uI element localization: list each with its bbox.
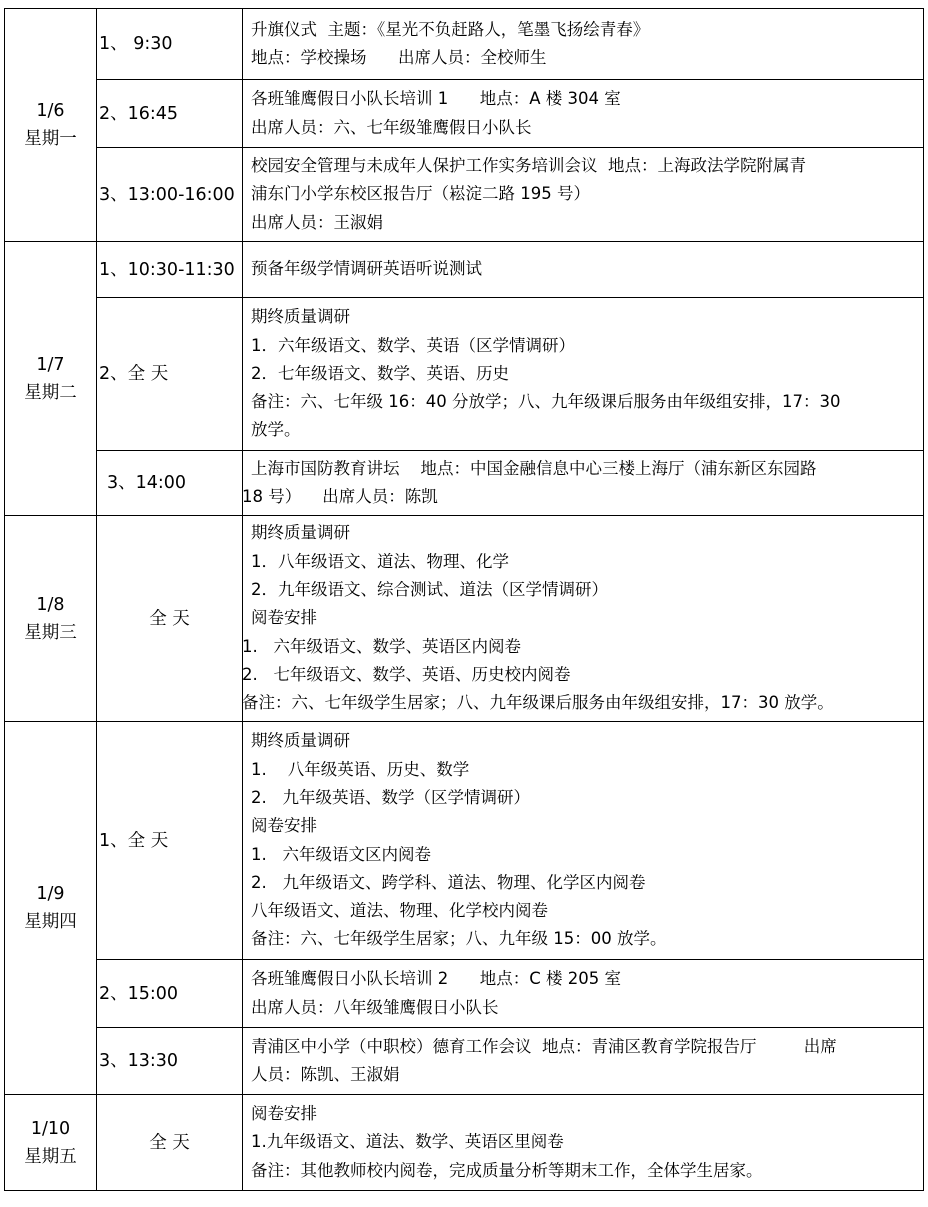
detail-line: 期终质量调研 (251, 307, 350, 327)
weekday-label: 星期五 (24, 1146, 77, 1167)
detail-line: 各班雏鹰假日小队长培训 2 地点：C 楼 205 室 (251, 969, 621, 989)
schedule-row (5, 960, 924, 1028)
date-label: 1/7 (36, 354, 65, 375)
time-cell: 1、10:30-11:30 (97, 242, 243, 298)
detail-line: 人员：陈凯、王淑娟 (251, 1065, 400, 1084)
time-cell: 2、15:00 (97, 960, 243, 1028)
time-cell: 全 天 (97, 516, 243, 722)
detail-cell (243, 722, 924, 960)
detail-cell (243, 1095, 924, 1191)
detail-line: 2. 九年级英语、数学（区学情调研） (251, 787, 530, 807)
detail-cell (243, 960, 924, 1028)
date-cell (5, 1095, 97, 1191)
date-label: 1/10 (30, 1118, 71, 1139)
detail-line: 出席人员：六、七年级雏鹰假日小队长 (251, 117, 532, 137)
detail-cell (243, 9, 924, 80)
schedule-row (5, 298, 924, 451)
date-cell (5, 722, 97, 1095)
detail-line: 校园安全管理与未成年人保护工作实务培训会议 地点：上海政法学院附属青 (251, 156, 806, 176)
time-cell: 3、14:00 (97, 451, 243, 516)
schedule-row (5, 1028, 924, 1095)
detail-line: 1. 八年级英语、历史、数学 (251, 759, 470, 779)
detail-line: 八年级语文、道法、物理、化学校内阅卷 (251, 901, 548, 921)
detail-line: 出席人员：王淑娟 (251, 212, 383, 232)
schedule-row (5, 722, 924, 960)
date-label: 1/6 (36, 101, 65, 121)
schedule-row (5, 1095, 924, 1191)
detail-line: 备注：六、七年级学生居家；八、九年级课后服务由年级组安排，17：30 放学。 (242, 693, 834, 713)
schedule-row (5, 451, 924, 516)
detail-line: 青浦区中小学（中职校）德育工作会议 地点：青浦区教育学院报告厅 出席 (251, 1036, 837, 1056)
detail-line: 2. 七年级语文、数学、英语、历史校内阅卷 (242, 664, 571, 684)
schedule-table (4, 8, 924, 1191)
detail-cell (243, 516, 924, 722)
detail-line: 放学。 (251, 420, 301, 440)
detail-line: 备注：六、七年级学生居家；八、九年级 15：00 放学。 (251, 929, 667, 949)
detail-line: 2．九年级语文、综合测试、道法（区学情调研） (251, 580, 608, 600)
date-cell (5, 242, 97, 516)
weekday-label: 星期三 (24, 622, 77, 643)
detail-line: 2. 九年级语文、跨学科、道法、物理、化学区内阅卷 (251, 872, 646, 892)
detail-cell (243, 451, 924, 516)
time-cell: 2、全 天 (97, 298, 243, 451)
detail-cell (243, 298, 924, 451)
weekday-label: 星期四 (24, 912, 77, 932)
schedule-row (5, 80, 924, 148)
time-cell: 全 天 (97, 1095, 243, 1191)
detail-line: 浦东门小学东校区报告厅（崧淀二路 195 号） (251, 184, 590, 204)
detail-line: 阅卷安排 (251, 608, 317, 628)
detail-line: 备注：其他教师校内阅卷，完成质量分析等期末工作，全体学生居家。 (251, 1160, 763, 1180)
date-label: 1/9 (36, 884, 65, 904)
detail-line: 出席人员：八年级雏鹰假日小队长 (251, 997, 499, 1017)
detail-line: 阅卷安排 (251, 816, 317, 836)
detail-line: 地点：学校操场 出席人员：全校师生 (251, 48, 547, 67)
detail-line: 18 号） 出席人员：陈凯 (242, 487, 438, 506)
time-cell: 1、 9:30 (97, 9, 243, 80)
weekday-label: 星期二 (24, 382, 77, 403)
detail-line: 1.九年级语文、道法、数学、英语区里阅卷 (251, 1132, 564, 1152)
detail-cell (243, 80, 924, 148)
detail-line: 备注：六、七年级 16：40 分放学；八、九年级课后服务由年级组安排，17：30 (251, 392, 841, 412)
detail-line: 1．八年级语文、道法、物理、化学 (251, 551, 509, 571)
detail-line: 上海市国防教育讲坛 地点：中国金融信息中心三楼上海厅（浦东新区东园路 (251, 458, 817, 478)
schedule-row (5, 148, 924, 242)
date-label: 1/8 (36, 594, 65, 615)
detail-line: 1. 六年级语文、数学、英语区内阅卷 (242, 636, 521, 656)
detail-line: 1．六年级语文、数学、英语（区学情调研） (251, 335, 575, 355)
weekday-label: 星期一 (24, 129, 77, 149)
detail-line: 期终质量调研 (251, 523, 350, 543)
detail-cell (243, 242, 924, 298)
detail-cell (243, 1028, 924, 1095)
schedule-row (5, 242, 924, 298)
date-cell (5, 9, 97, 242)
detail-line: 升旗仪式 主题：《星光不负赶路人，笔墨飞扬绘青春》 (251, 19, 650, 39)
detail-line: 阅卷安排 (251, 1104, 317, 1124)
detail-cell (243, 148, 924, 242)
time-cell: 2、16:45 (97, 80, 243, 148)
detail-line: 各班雏鹰假日小队长培训 1 地点：A 楼 304 室 (251, 89, 621, 109)
detail-line: 预备年级学情调研英语听说测试 (251, 259, 482, 279)
time-cell: 3、13:30 (97, 1028, 243, 1095)
detail-line: 2．七年级语文、数学、英语、历史 (251, 363, 509, 383)
schedule-row (5, 9, 924, 80)
schedule-row (5, 516, 924, 722)
detail-line: 1. 六年级语文区内阅卷 (251, 844, 431, 864)
date-cell (5, 516, 97, 722)
detail-line: 期终质量调研 (251, 731, 350, 751)
time-cell: 3、13:00-16:00 (97, 148, 243, 242)
time-cell: 1、全 天 (97, 722, 243, 960)
